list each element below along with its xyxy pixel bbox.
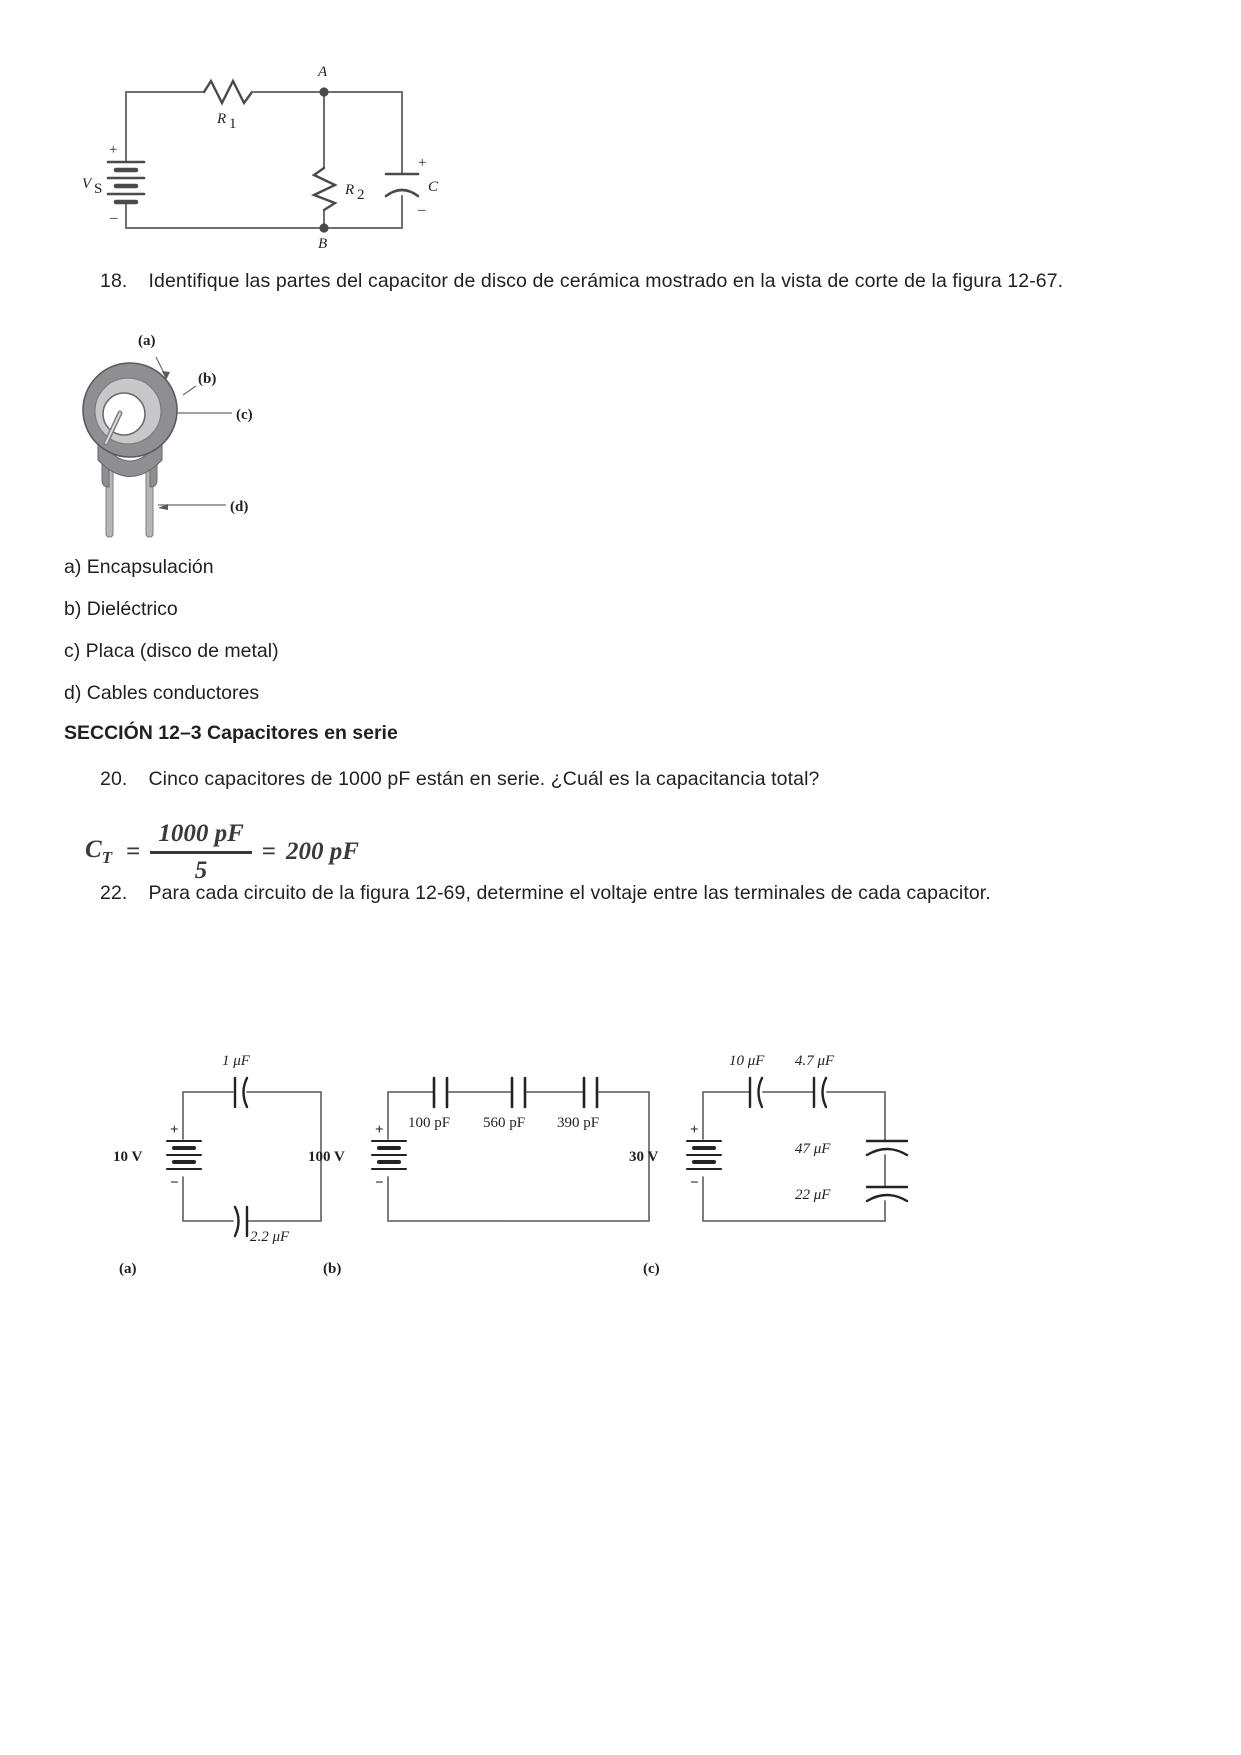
capacitor-c-label: C: [428, 179, 439, 195]
answer-item-c: c) Placa (disco de metal): [64, 640, 279, 662]
node-b-dot: [319, 223, 328, 232]
circuit-c-caption: (c): [643, 1261, 660, 1277]
capacitor-c-right-1: [867, 1141, 907, 1155]
source-sublabel: S: [94, 181, 103, 197]
capacitor-b-2: [512, 1078, 525, 1107]
circuit-c-cap2-label: 4.7 μF: [795, 1053, 835, 1069]
question-18-number: 18.: [100, 270, 128, 292]
node-a-label: A: [318, 64, 328, 80]
capacitor-c-top-1: [750, 1078, 762, 1107]
formula-equals-1: =: [126, 838, 141, 866]
circuit-c-minus: −: [690, 1175, 699, 1191]
circuit-b-cap2-label: 560 pF: [483, 1115, 526, 1131]
circuit-b-plus: +: [375, 1122, 384, 1138]
capacitor-b-1: [434, 1078, 447, 1107]
formula-numerator: 1000 pF: [158, 820, 244, 847]
circuit-b: [388, 1092, 649, 1221]
circuit-b-cap1-label: 100 pF: [408, 1115, 451, 1131]
callout-label-b: (b): [198, 371, 217, 387]
battery-b: [372, 1141, 406, 1169]
circuit-a-cap1-label: 1 μF: [222, 1053, 250, 1069]
formula-lhs: $C_T$: [85, 836, 113, 868]
capacitor-c-right-2: [867, 1187, 907, 1201]
callout-label-c: (c): [236, 407, 253, 423]
capacitor-plus: +: [418, 155, 427, 171]
r2-label: R: [345, 182, 355, 198]
r1-label: R: [217, 111, 227, 127]
question-18: [100, 268, 1063, 294]
circuit-c-source-label: 30 V: [629, 1149, 659, 1165]
question-22-text: Para cada circuito de la figura 12-69, determine el voltaje entre las terminales de cada capacitor.: [148, 882, 991, 904]
circuit-a-plus: +: [170, 1122, 179, 1138]
figure-12-67-ceramic-disc-capacitor: [70, 325, 370, 550]
battery-plus: +: [109, 142, 118, 158]
capacitor-c-top-2: [814, 1078, 826, 1107]
battery-a: [167, 1141, 201, 1169]
formula-fraction: [150, 820, 251, 885]
question-18-text: Identifique las partes del capacitor de disco de cerámica mostrado en la vista de corte de la figura 12-67.: [148, 270, 1064, 292]
figure-12-69-series-capacitor-circuits: [95, 1035, 945, 1285]
circuit-c-plus: +: [690, 1122, 699, 1138]
formula-result: 200 pF: [286, 838, 359, 866]
question-20-number: 20.: [100, 768, 128, 790]
circuit-c-cap3-label: 47 μF: [795, 1141, 831, 1157]
circuit-a-source-label: 10 V: [113, 1149, 143, 1165]
node-a-dot: [319, 87, 328, 96]
r2-sublabel: 2: [357, 187, 365, 203]
circuit-a-minus: −: [170, 1175, 179, 1191]
formula-equals-2: =: [261, 838, 277, 866]
question-20: [100, 766, 819, 792]
callout-label-d: (d): [230, 499, 249, 515]
circuit-a-caption: (a): [119, 1261, 137, 1277]
circuit-b-minus: −: [375, 1175, 384, 1191]
source-label: V: [82, 176, 92, 192]
question-22: [100, 880, 991, 906]
circuit-c-cap1-label: 10 μF: [729, 1053, 765, 1069]
answer-item-a: a) Encapsulación: [64, 556, 214, 578]
formula-total-capacitance: [85, 820, 359, 885]
figure-12-66-rc-circuit: [80, 50, 500, 250]
capacitor-minus: –: [418, 202, 426, 218]
node-b-label: B: [318, 236, 328, 250]
circuit-a-cap2-label: 2.2 μF: [250, 1229, 290, 1245]
capacitor-a-bottom: [235, 1207, 247, 1236]
circuit-b-source-label: 100 V: [308, 1149, 345, 1165]
r1-sublabel: 1: [229, 116, 237, 132]
formula-denominator: 5: [194, 856, 208, 884]
question-20-text: Cinco capacitores de 1000 pF están en serie. ¿Cuál es la capacitancia total?: [148, 768, 820, 790]
section-heading-12-3: SECCIÓN 12–3 Capacitores en serie: [64, 722, 398, 744]
metal-disc-plate: [103, 393, 145, 435]
capacitor-b-3: [584, 1078, 597, 1107]
battery-minus: –: [110, 210, 118, 226]
circuit-c: [703, 1092, 885, 1221]
circuit-c-cap4-label: 22 μF: [795, 1187, 831, 1203]
circuit-b-caption: (b): [323, 1261, 342, 1277]
answer-item-b: b) Dieléctrico: [64, 598, 178, 620]
circuit-a: [183, 1092, 321, 1221]
battery-c: [687, 1141, 721, 1169]
callout-b-leader: [183, 386, 196, 395]
circuit-b-cap3-label: 390 pF: [557, 1115, 600, 1131]
question-22-number: 22.: [100, 882, 128, 904]
callout-label-a: (a): [138, 333, 156, 349]
answer-item-d: d) Cables conductores: [64, 682, 260, 704]
capacitor-a-top: [235, 1078, 247, 1107]
